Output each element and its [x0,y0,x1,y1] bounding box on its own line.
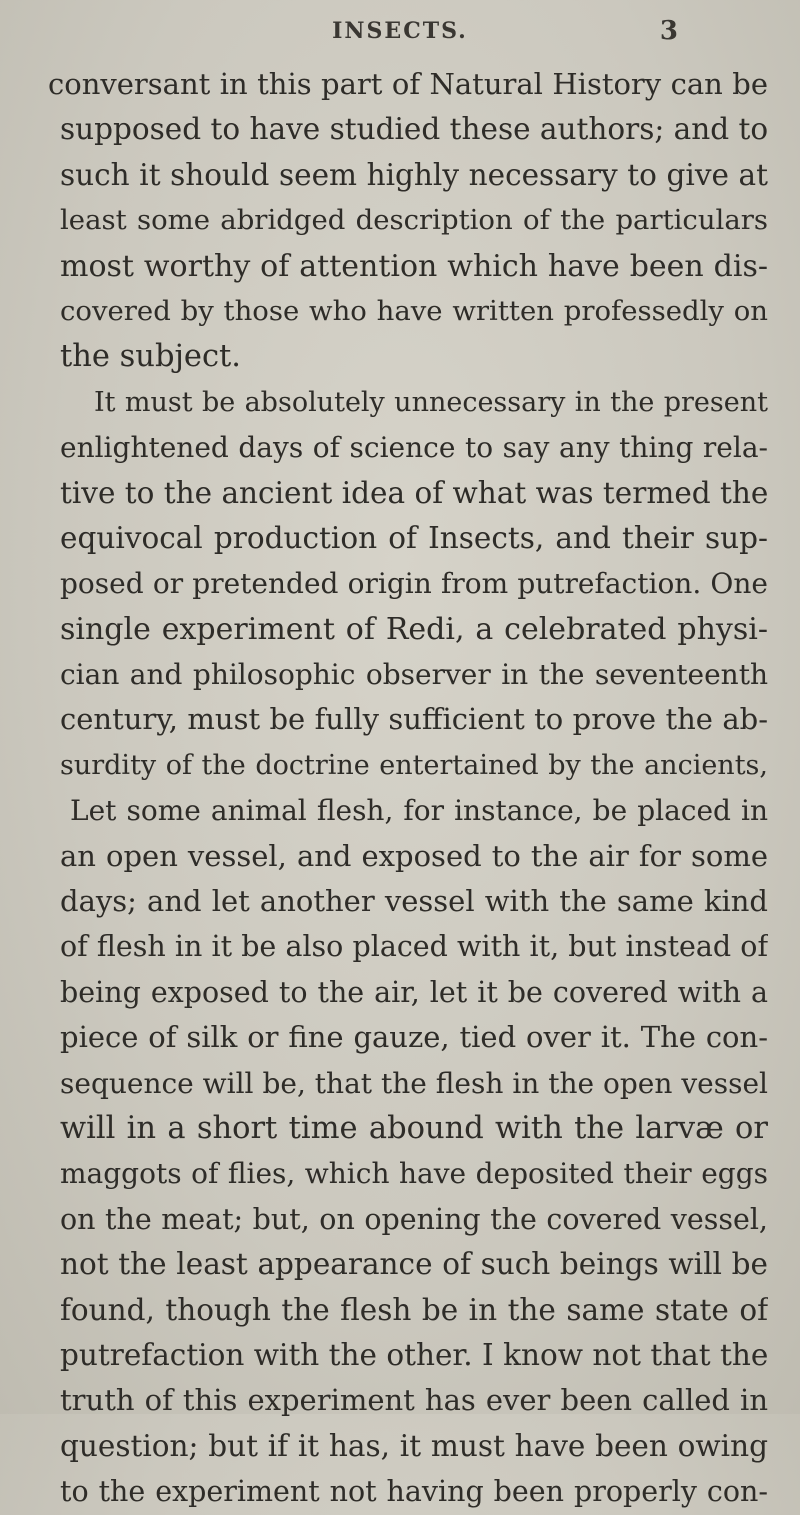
running-title: INSECTS. [332,18,468,44]
text-line: maggots of flies, which have deposited their eggs [60,1157,768,1191]
text-line: will in a short time abound with the larvæ or [60,1110,768,1146]
text-line: equivocal production of Insects, and their sup- [60,520,768,555]
text-line: sequence will be, that the flesh in the open vessel [60,1066,768,1100]
page-number: 3 [659,16,678,46]
text-line: on the meat; but, on opening the covered vessel, [60,1202,768,1236]
text-line: most worthy of attention which have been dis- [60,248,768,284]
text-line: not the least appearance of such beings will be [60,1247,768,1282]
text-line: least some abridged description of the particulars [60,204,768,237]
text-line: such it should seem highly necessary to give at [60,157,768,192]
text-line: posed or pretended origin from putrefaction. One [60,567,768,601]
text-line: question; but if it has, it must have been owing [60,1428,768,1463]
text-line: an open vessel, and exposed to the air for some [60,838,768,873]
text-line: cian and philosophic observer in the seventeenth [60,658,768,692]
text-line: supposed to have studied these authors; and to [60,112,768,147]
text-line: single experiment of Redi, a celebrated physi- [60,611,768,647]
text-line: days; and let another vessel with the same kind [60,884,768,919]
text-line: found, though the flesh be in the same state of [60,1292,768,1327]
text-line: being exposed to the air, let it be covered with a [60,975,768,1009]
text-line: tive to the ancient idea of what was termed the [60,475,768,510]
text-line: covered by those who have written professedly on [60,294,768,327]
text-line: It must be absolutely unnecessary in the present [94,386,768,418]
text-line: conversant in this part of Natural History can be [48,67,768,101]
text-line: Let some animal flesh, for instance, be placed in [70,794,768,828]
text-line: piece of silk or fine gauze, tied over it. The con- [60,1020,768,1055]
text-line: to the experiment not having been properly con- [60,1475,768,1509]
text-line: truth of this experiment has ever been called in [60,1383,768,1418]
running-head [0,14,800,54]
text-line: century, must be fully sufficient to prove the ab- [60,702,768,737]
text-line: putrefaction with the other. I know not that the [60,1337,768,1372]
text-line: of flesh in it be also placed with it, but instead of [60,930,768,964]
text-line: surdity of the doctrine entertained by the ancients, [60,749,768,781]
text-line: the subject. [60,339,242,375]
body-text [48,62,768,1515]
text-line: enlightened days of science to say any thing rela- [60,431,768,465]
